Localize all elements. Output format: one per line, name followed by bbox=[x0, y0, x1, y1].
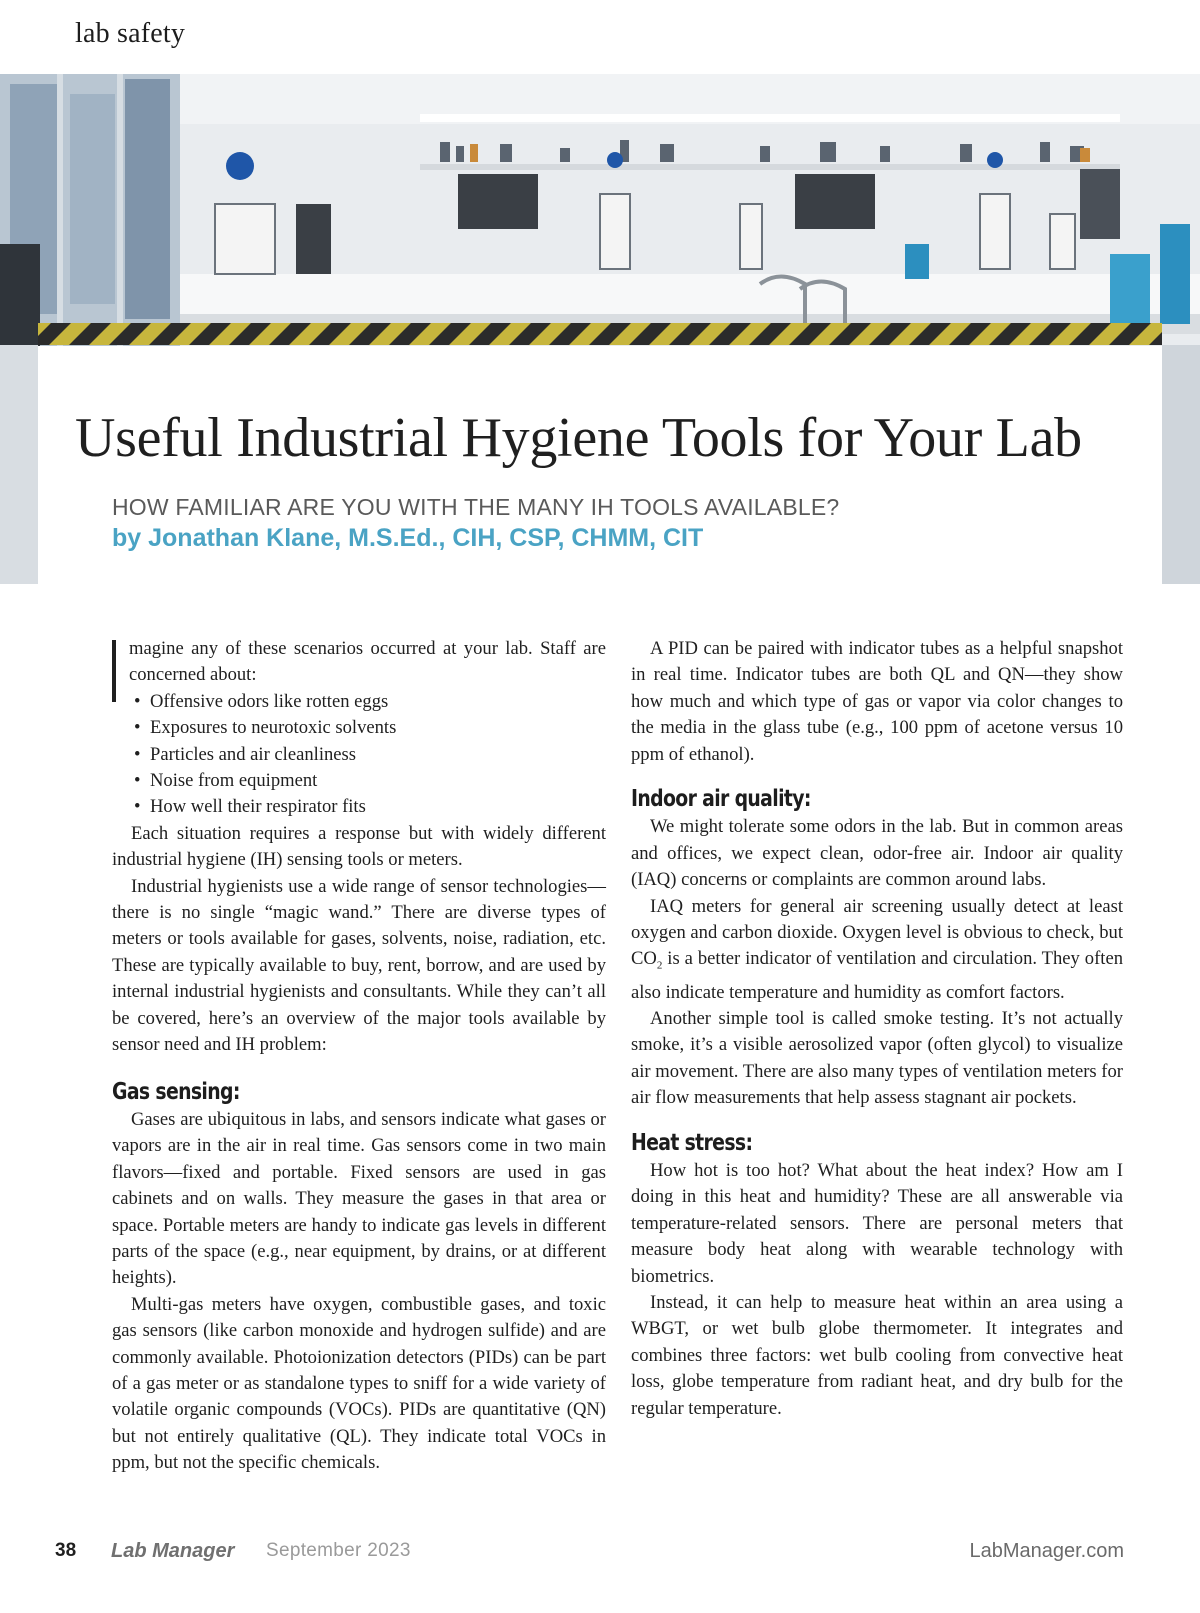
paragraph: Another simple tool is called smoke testing. It’s not actually smoke, it’s a visible aerosolized vapor (often glycol) to visualize air movement. There are also many types of ventilation meters for air flow measurements that help assess stagnant air pockets. bbox=[631, 1008, 1123, 1109]
heading-heat-stress: Heat stress: bbox=[631, 1129, 753, 1156]
article-title: Useful Industrial Hygiene Tools for Your Lab bbox=[75, 407, 1082, 469]
paragraph: Each situation requires a response but with widely different industrial hygiene (IH) sensing tools or meters. bbox=[112, 822, 606, 871]
subscript: 2 bbox=[656, 960, 663, 973]
article-byline: by Jonathan Klane, M.S.Ed., CIH, CSP, CHMM, CIT bbox=[112, 524, 704, 552]
right-column bbox=[631, 636, 1123, 1422]
heading-gas-sensing: Gas sensing: bbox=[112, 1078, 240, 1105]
intro-text: magine any of these scenarios occurred at your lab. Staff are concerned about: bbox=[129, 638, 606, 686]
issue-date: September 2023 bbox=[266, 1540, 411, 1561]
concerns-list bbox=[112, 689, 606, 821]
paragraph: Multi-gas meters have oxygen, combustible gases, and toxic gas sensors (like carbon monoxide and hydrogen sulfide) and are commonly available. Photoionization detectors (PIDs) can be part of a gas meter or as standalone types to sniff for a wide variety of volatile organic compounds (VOCs). PIDs are quantitative (QN) but not entirely qualitative (QL). They indicate total VOCs in ppm, but not the specific chemicals. bbox=[112, 1293, 606, 1474]
heading-indoor-air-quality: Indoor air quality: bbox=[631, 786, 811, 813]
paragraph: A PID can be paired with indicator tubes as a helpful snapshot in real time. Indicator tubes are both QL and QN—they show how much and which type of gas or vapor via color changes to the media in the glass tube (e.g., 100 ppm of acetone versus 10 ppm of ethanol). bbox=[631, 638, 1123, 765]
paragraph: We might tolerate some odors in the lab. But in common areas and offices, we expect clean, odor-free air. Indoor air quality (IAQ) concerns or complaints are common around labs. bbox=[631, 816, 1123, 891]
intro-paragraph bbox=[112, 636, 606, 689]
page-number: 38 bbox=[55, 1540, 77, 1561]
list-item: • Particles and air cleanliness bbox=[112, 742, 606, 768]
list-item: • How well their respirator fits bbox=[112, 794, 606, 820]
page-footer bbox=[0, 1540, 1200, 1570]
section-label: lab safety bbox=[75, 18, 186, 49]
website-link[interactable]: LabManager.com bbox=[969, 1540, 1124, 1562]
list-item: • Exposures to neurotoxic solvents bbox=[112, 715, 606, 741]
list-item: • Offensive odors like rotten eggs bbox=[112, 689, 606, 715]
paragraph: Instead, it can help to measure heat within an area using a WBGT, or wet bulb globe thermometer. It integrates and combines three factors: wet bulb cooling from convective heat loss, globe temperature from radiant heat, and dry bulb for the regular temperature. bbox=[631, 1292, 1123, 1419]
list-item: • Noise from equipment bbox=[112, 768, 606, 794]
paragraph: Gases are ubiquitous in labs, and sensors indicate what gases or vapors are in the air in real time. Gas sensors come in two main flavors—fixed and portable. Fixed sensors are used in gas cabinets and on walls. They measure the gases in that area or space. Portable meters are handy to indicate gas levels in different parts of the space (e.g., near equipment, by drains, or at different heights). bbox=[112, 1108, 606, 1289]
magazine-name: Lab Manager bbox=[111, 1540, 235, 1562]
paragraph: Industrial hygienists use a wide range of sensor technologies—there is no single “magic wand.” There are diverse types of meters or tools available for gases, solvents, noise, radiation, etc. These are typically available to buy, rent, borrow, and are used by internal industrial hygienists and consultants. While they can’t all be covered, here’s an overview of the major tools available by sensor need and IH problem: bbox=[112, 875, 606, 1056]
article-subtitle: HOW FAMILIAR ARE YOU WITH THE MANY IH TOOLS AVAILABLE? bbox=[112, 494, 840, 520]
paragraph: How hot is too hot? What about the heat index? How am I doing in this heat and humidity? These are all answerable via temperature-related sensors. There are personal meters that measure body heat along with wearable technology with biometrics. bbox=[631, 1160, 1123, 1287]
paragraph: IAQ meters for general air screening usually detect at least oxygen and carbon dioxide. Oxygen level is obvious to check, but $CO_2$ is a better indicator of ventilation and circulation. They often also indicate temperature and humidity as comfort factors. bbox=[631, 895, 1123, 1003]
left-column bbox=[112, 636, 606, 1477]
